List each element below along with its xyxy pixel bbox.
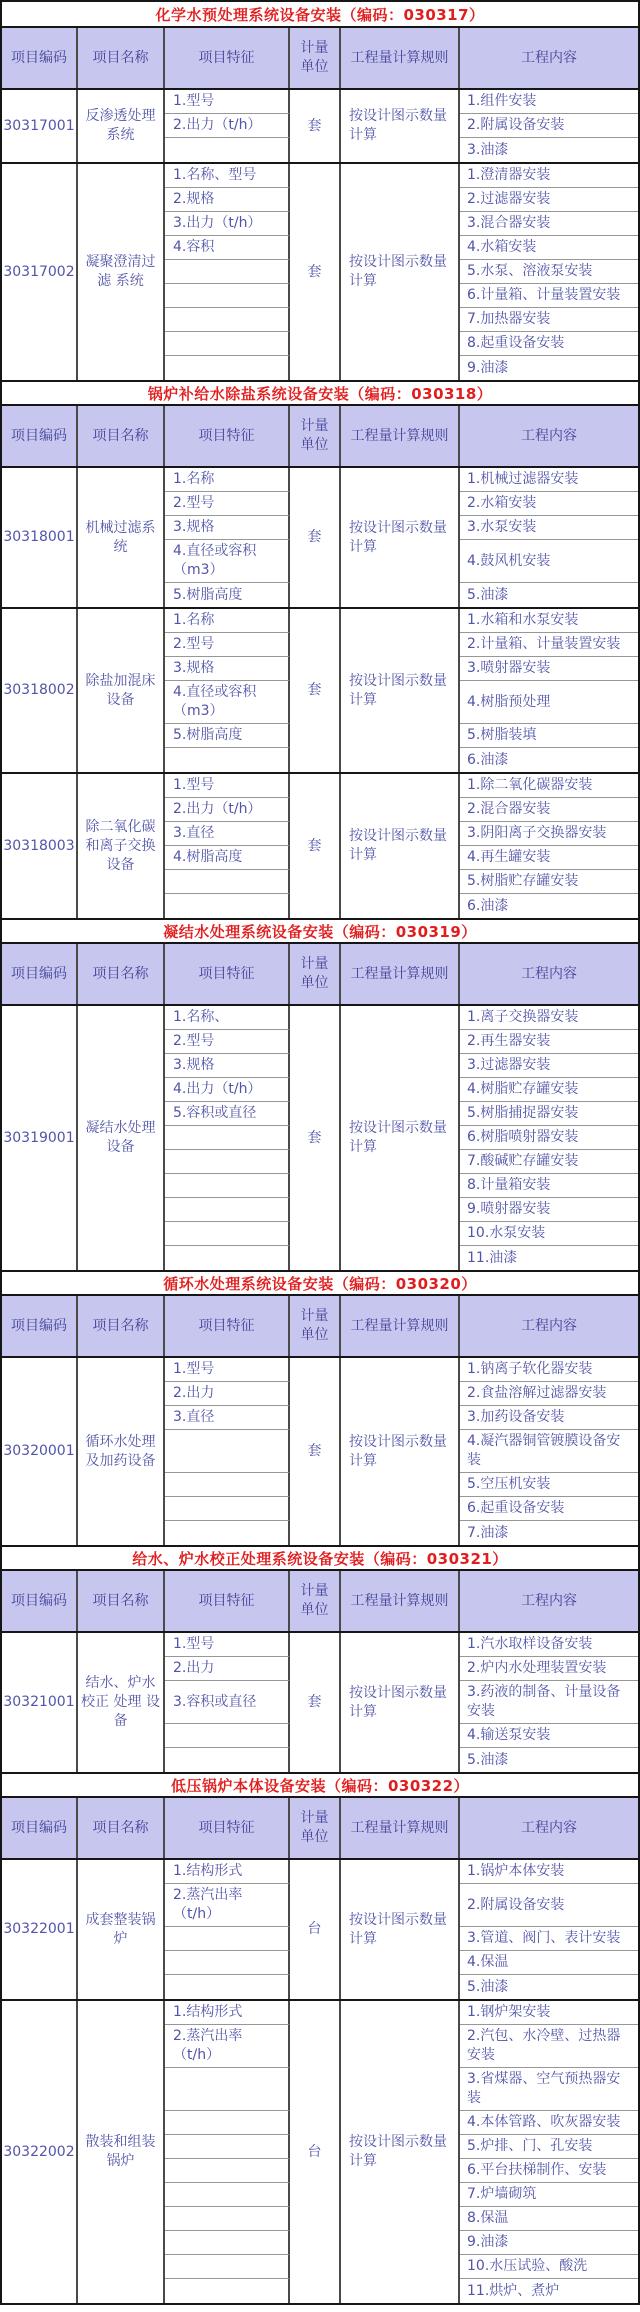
- rule-cell: 按设计图示数量计算: [341, 2001, 460, 2303]
- rule-cell: 按设计图示数量计算: [341, 1358, 460, 1545]
- rule-cell: 按设计图示数量计算: [341, 609, 460, 772]
- feature-cell: [165, 870, 290, 894]
- content-cell: 4.树脂预处理: [460, 681, 638, 724]
- feature-cell: [165, 2207, 290, 2231]
- content-cell: 7.炉墙砌筑: [460, 2183, 638, 2207]
- section-title: 凝结水处理系统设备安装（编码：030319）: [2, 918, 638, 944]
- feature-cell: [165, 260, 290, 284]
- feature-cell: 4.直径或容积（m3）: [165, 681, 290, 724]
- feature-cell: 3.直径: [165, 1406, 290, 1430]
- unit-cell: 套: [290, 1633, 341, 1772]
- content-cell: 3.水泵安装: [460, 516, 638, 540]
- content-cell: 2.水箱安装: [460, 492, 638, 516]
- content-cell: 1.离子交换器安装: [460, 1006, 638, 1030]
- column-header-project-name: 项目名称: [78, 944, 165, 1004]
- content-cell: 4.保温: [460, 1951, 638, 1975]
- feature-cell: 2.出力（t/h）: [165, 114, 290, 138]
- section-030322: [2, 1772, 638, 2303]
- feature-cell: [165, 2255, 290, 2279]
- content-cell: 8.起重设备安装: [460, 332, 638, 356]
- column-header-project-feature: 项目特征: [165, 1798, 290, 1858]
- feature-cell: 2.规格: [165, 188, 290, 212]
- content-cell: 4.本体管路、吹灰器安装: [460, 2111, 638, 2135]
- project-name-cell: 凝结水处理设备: [78, 1006, 165, 1270]
- unit-cell: 台: [290, 1860, 341, 1999]
- content-cell: 1.汽水取样设备安装: [460, 1633, 638, 1657]
- column-header-project-name: 项目名称: [78, 1798, 165, 1858]
- table-header-row: [2, 1296, 638, 1358]
- table-header-row: [2, 1798, 638, 1860]
- content-cell: 5.树脂捕捉器安装: [460, 1102, 638, 1126]
- feature-cell: 5.树脂高度: [165, 583, 290, 607]
- content-cell: 1.锅炉本体安装: [460, 1860, 638, 1884]
- table-row-30321001: [2, 1633, 638, 1772]
- column-header-calc-rule: 工程量计算规则: [341, 1296, 460, 1356]
- column-header-unit: 计量单位: [290, 28, 341, 88]
- content-cell: 6.油漆: [467, 897, 509, 914]
- table-header-row: [2, 944, 638, 1006]
- content-cell: 5.油漆: [467, 586, 509, 603]
- column-header-calc-rule: 工程量计算规则: [341, 944, 460, 1004]
- content-cell: 1.澄清器安装: [460, 164, 638, 188]
- sections-container: [2, 2, 638, 2303]
- feature-cell: 2.出力（t/h）: [165, 798, 290, 822]
- feature-cell: [165, 1951, 290, 1975]
- feature-cell: [165, 1198, 290, 1222]
- feature-cell: [165, 894, 290, 918]
- project-name-cell: 除二氧化碳和离子交换设备: [78, 774, 165, 918]
- content-cell: 7.加热器安装: [460, 308, 638, 332]
- feature-cell: 1.型号: [165, 1358, 290, 1382]
- content-cell: 5.油漆: [467, 1978, 509, 1995]
- unit-cell: 套: [290, 90, 341, 162]
- section-030321: [2, 1545, 638, 1772]
- feature-cell: 1.名称: [165, 609, 290, 633]
- rule-cell: 按设计图示数量计算: [341, 774, 460, 918]
- feature-cell: 2.蒸汽出率（t/h）: [165, 2025, 290, 2068]
- table-row-30322002: [2, 1999, 638, 2303]
- feature-cell: 4.容积: [165, 236, 290, 260]
- content-cell: 3.省煤器、空气预热器安装: [460, 2068, 638, 2111]
- rule-cell: 按设计图示数量计算: [341, 468, 460, 607]
- feature-cell: 1.名称: [165, 468, 290, 492]
- unit-cell: 套: [290, 164, 341, 380]
- project-code-cell: 30318002: [2, 609, 78, 772]
- unit-cell: 套: [290, 609, 341, 772]
- column-header-project-code: 项目编码: [2, 28, 78, 88]
- project-code-cell: 30318001: [2, 468, 78, 607]
- section-030317: [2, 2, 638, 380]
- column-header-project-feature: 项目特征: [165, 1571, 290, 1631]
- feature-cell: 2.出力: [165, 1657, 290, 1681]
- feature-cell: [165, 1927, 290, 1951]
- column-header-unit: 计量单位: [290, 1296, 341, 1356]
- content-cell: 1.除二氧化碳器安装: [460, 774, 638, 798]
- content-cell: 8.计量箱安装: [460, 1174, 638, 1198]
- feature-cell: 3.出力（t/h）: [165, 212, 290, 236]
- feature-cell: 1.结构形式: [165, 2001, 290, 2025]
- section-030318: [2, 380, 638, 918]
- column-header-project-feature: 项目特征: [165, 944, 290, 1004]
- content-cell: 2.汽包、水冷壁、过热器安装: [460, 2025, 638, 2068]
- feature-cell: 5.树脂高度: [165, 724, 290, 748]
- feature-cell: 1.型号: [165, 774, 290, 798]
- feature-cell: [165, 2279, 290, 2303]
- project-name-cell: 机械过滤系统: [78, 468, 165, 607]
- column-header-project-code: 项目编码: [2, 406, 78, 466]
- content-cell: 4.水箱安装: [460, 236, 638, 260]
- column-header-unit: 计量单位: [290, 1571, 341, 1631]
- feature-cell: [165, 1975, 290, 1999]
- feature-cell: 1.型号: [165, 90, 290, 114]
- rule-cell: 按设计图示数量计算: [341, 1860, 460, 1999]
- feature-cell: [165, 1174, 290, 1198]
- table-row-30318001: [2, 468, 638, 607]
- feature-cell: [165, 1222, 290, 1246]
- content-cell: 1.钢炉架安装: [460, 2001, 638, 2025]
- feature-cell: 5.容积或直径: [165, 1102, 290, 1126]
- column-header-work-content: 工程内容: [521, 427, 577, 444]
- content-cell: 2.附属设备安装: [460, 114, 638, 138]
- content-cell: 6.平台扶梯制作、安装: [460, 2159, 638, 2183]
- column-header-work-content: 工程内容: [521, 1592, 577, 1609]
- content-cell: 11.油漆: [467, 1249, 518, 1266]
- project-name-cell: 反渗透处理系统: [78, 90, 165, 162]
- unit-cell: 套: [290, 1006, 341, 1270]
- content-cell: 6.树脂喷射器安装: [460, 1126, 638, 1150]
- column-header-project-feature: 项目特征: [165, 1296, 290, 1356]
- section-title: 化学水预处理系统设备安装（编码：030317）: [2, 2, 638, 28]
- project-name-cell: 凝聚澄清过滤 系统: [78, 164, 165, 380]
- column-header-project-code: 项目编码: [2, 1798, 78, 1858]
- feature-cell: [165, 1150, 290, 1174]
- column-header-work-content: 工程内容: [521, 49, 577, 66]
- project-code-cell: 30319001: [2, 1006, 78, 1270]
- content-cell: 11.烘炉、煮炉: [467, 2282, 560, 2299]
- column-header-calc-rule: 工程量计算规则: [341, 1571, 460, 1631]
- feature-cell: [165, 2159, 290, 2183]
- column-header-project-feature: 项目特征: [165, 28, 290, 88]
- feature-cell: [165, 2068, 290, 2111]
- feature-cell: [165, 1126, 290, 1150]
- project-code-cell: 30320001: [2, 1358, 78, 1545]
- column-header-work-content: 工程内容: [521, 965, 577, 982]
- content-cell: 3.喷射器安装: [460, 657, 638, 681]
- table-row-30322001: [2, 1860, 638, 1999]
- content-cell: 7.油漆: [467, 1524, 509, 1541]
- content-cell: 9.喷射器安装: [460, 1198, 638, 1222]
- table-row-30317002: [2, 162, 638, 380]
- project-code-cell: 30318003: [2, 774, 78, 918]
- content-cell: 2.再生器安装: [460, 1030, 638, 1054]
- feature-cell: 4.直径或容积（m3）: [165, 540, 290, 583]
- feature-cell: [165, 1724, 290, 1748]
- content-cell: 4.再生罐安装: [460, 846, 638, 870]
- table-row-30317001: [2, 90, 638, 162]
- feature-cell: 3.直径: [165, 822, 290, 846]
- feature-cell: [165, 284, 290, 308]
- content-cell: 6.油漆: [467, 751, 509, 768]
- feature-cell: 2.型号: [165, 633, 290, 657]
- column-header-project-name: 项目名称: [78, 1296, 165, 1356]
- column-header-project-code: 项目编码: [2, 944, 78, 1004]
- feature-cell: 2.出力: [165, 1382, 290, 1406]
- feature-cell: 1.型号: [165, 1633, 290, 1657]
- feature-cell: 2.型号: [165, 1030, 290, 1054]
- feature-cell: [165, 2111, 290, 2135]
- column-header-calc-rule: 工程量计算规则: [341, 28, 460, 88]
- content-cell: 1.组件安装: [460, 90, 638, 114]
- table-row-30318002: [2, 607, 638, 772]
- feature-cell: [165, 2135, 290, 2159]
- content-cell: 5.树脂装填: [460, 724, 638, 748]
- content-cell: 3.混合器安装: [460, 212, 638, 236]
- content-cell: 5.树脂贮存罐安装: [460, 870, 638, 894]
- content-cell: 5.油漆: [467, 1751, 509, 1768]
- unit-cell: 套: [290, 1358, 341, 1545]
- column-header-project-name: 项目名称: [78, 406, 165, 466]
- table-header-row: [2, 406, 638, 468]
- section-title: 循环水处理系统设备安装（编码：030320）: [2, 1270, 638, 1296]
- content-cell: 3.管道、阀门、表计安装: [460, 1927, 638, 1951]
- project-name-cell: 成套整装锅炉: [78, 1860, 165, 1999]
- table-row-30319001: [2, 1006, 638, 1270]
- feature-cell: [165, 1521, 290, 1545]
- feature-cell: 3.规格: [165, 657, 290, 681]
- column-header-project-name: 项目名称: [78, 1571, 165, 1631]
- column-header-work-content: 工程内容: [521, 1317, 577, 1334]
- table-row-30318003: [2, 772, 638, 918]
- column-header-project-name: 项目名称: [78, 28, 165, 88]
- content-cell: 3.药液的制备、计量设备安装: [460, 1681, 638, 1724]
- project-name-cell: 结水、炉水校正 处理 设备: [78, 1633, 165, 1772]
- feature-cell: 2.型号: [165, 492, 290, 516]
- feature-cell: 1.名称、: [165, 1006, 290, 1030]
- feature-cell: 3.容积或直径: [165, 1681, 290, 1724]
- rule-cell: 按设计图示数量计算: [341, 164, 460, 380]
- content-cell: 2.过滤器安装: [460, 188, 638, 212]
- feature-cell: 4.树脂高度: [165, 846, 290, 870]
- unit-cell: 台: [290, 2001, 341, 2303]
- content-cell: 1.钠离子软化器安装: [460, 1358, 638, 1382]
- content-cell: 3.油漆: [467, 141, 509, 158]
- feature-cell: [165, 1473, 290, 1497]
- column-header-unit: 计量单位: [290, 944, 341, 1004]
- section-title: 锅炉补给水除盐系统设备安装（编码：030318）: [2, 380, 638, 406]
- project-name-cell: 除盐加混床设备: [78, 609, 165, 772]
- feature-cell: 1.结构形式: [165, 1860, 290, 1884]
- content-cell: 1.机械过滤器安装: [460, 468, 638, 492]
- feature-cell: [165, 1246, 290, 1270]
- content-cell: 9.油漆: [467, 359, 509, 376]
- content-cell: 7.酸碱贮存罐安装: [460, 1150, 638, 1174]
- rule-cell: 按设计图示数量计算: [341, 1633, 460, 1772]
- feature-cell: 2.蒸汽出率（t/h）: [165, 1884, 290, 1927]
- content-cell: 10.水泵安装: [460, 1222, 638, 1246]
- content-cell: 2.附属设备安装: [460, 1884, 638, 1927]
- project-name-cell: 循环水处理及加药设备: [78, 1358, 165, 1545]
- unit-cell: 套: [290, 468, 341, 607]
- column-header-unit: 计量单位: [290, 406, 341, 466]
- feature-cell: [165, 2231, 290, 2255]
- feature-cell: [165, 1497, 290, 1521]
- column-header-calc-rule: 工程量计算规则: [341, 406, 460, 466]
- content-cell: 10.水压试验、酸洗: [460, 2255, 638, 2279]
- project-code-cell: 30322001: [2, 1860, 78, 1999]
- section-030320: [2, 1270, 638, 1545]
- content-cell: 5.炉排、门、孔安装: [460, 2135, 638, 2159]
- project-code-cell: 30317002: [2, 164, 78, 380]
- feature-cell: [165, 332, 290, 356]
- content-cell: 4.输送泵安装: [460, 1724, 638, 1748]
- table-header-row: [2, 1571, 638, 1633]
- project-code-cell: 30322002: [2, 2001, 78, 2303]
- feature-cell: [165, 748, 290, 772]
- rule-cell: 按设计图示数量计算: [341, 90, 460, 162]
- feature-cell: [165, 356, 290, 380]
- feature-cell: 3.规格: [165, 1054, 290, 1078]
- column-header-unit: 计量单位: [290, 1798, 341, 1858]
- content-cell: 2.食盐溶解过滤器安装: [460, 1382, 638, 1406]
- feature-cell: 1.名称、型号: [165, 164, 290, 188]
- section-title: 给水、炉水校正处理系统设备安装（编码：030321）: [2, 1545, 638, 1571]
- feature-cell: [165, 2183, 290, 2207]
- feature-cell: [165, 1430, 290, 1473]
- section-title: 低压锅炉本体设备安装（编码：030322）: [2, 1772, 638, 1798]
- project-code-cell: 30321001: [2, 1633, 78, 1772]
- feature-cell: 4.出力（t/h）: [165, 1078, 290, 1102]
- feature-cell: 3.规格: [165, 516, 290, 540]
- table-row-30320001: [2, 1358, 638, 1545]
- content-cell: 3.过滤器安装: [460, 1054, 638, 1078]
- column-header-project-feature: 项目特征: [165, 406, 290, 466]
- content-cell: 5.水泵、溶液泵安装: [460, 260, 638, 284]
- content-cell: 9.油漆: [460, 2231, 638, 2255]
- feature-cell: [165, 138, 290, 162]
- column-header-work-content: 工程内容: [521, 1819, 577, 1836]
- content-cell: 2.混合器安装: [460, 798, 638, 822]
- table-header-row: [2, 28, 638, 90]
- section-030319: [2, 918, 638, 1270]
- rule-cell: 按设计图示数量计算: [341, 1006, 460, 1270]
- content-cell: 4.树脂贮存罐安装: [460, 1078, 638, 1102]
- content-cell: 4.鼓风机安装: [460, 540, 638, 583]
- content-cell: 2.计量箱、计量装置安装: [460, 633, 638, 657]
- project-code-cell: 30317001: [2, 90, 78, 162]
- content-cell: 4.凝汽器铜管镀膜设备安装: [460, 1430, 638, 1473]
- column-header-project-code: 项目编码: [2, 1296, 78, 1356]
- content-cell: 6.计量箱、计量装置安装: [460, 284, 638, 308]
- feature-cell: [165, 1748, 290, 1772]
- content-cell: 2.炉内水处理装置安装: [460, 1657, 638, 1681]
- content-cell: 6.起重设备安装: [460, 1497, 638, 1521]
- unit-cell: 套: [290, 774, 341, 918]
- project-name-cell: 散装和组装锅炉: [78, 2001, 165, 2303]
- content-cell: 5.空压机安装: [460, 1473, 638, 1497]
- feature-cell: [165, 308, 290, 332]
- content-cell: 8.保温: [460, 2207, 638, 2231]
- content-cell: 3.加药设备安装: [460, 1406, 638, 1430]
- column-header-project-code: 项目编码: [2, 1571, 78, 1631]
- content-cell: 1.水箱和水泵安装: [460, 609, 638, 633]
- content-cell: 3.阴阳离子交换器安装: [460, 822, 638, 846]
- column-header-calc-rule: 工程量计算规则: [341, 1798, 460, 1858]
